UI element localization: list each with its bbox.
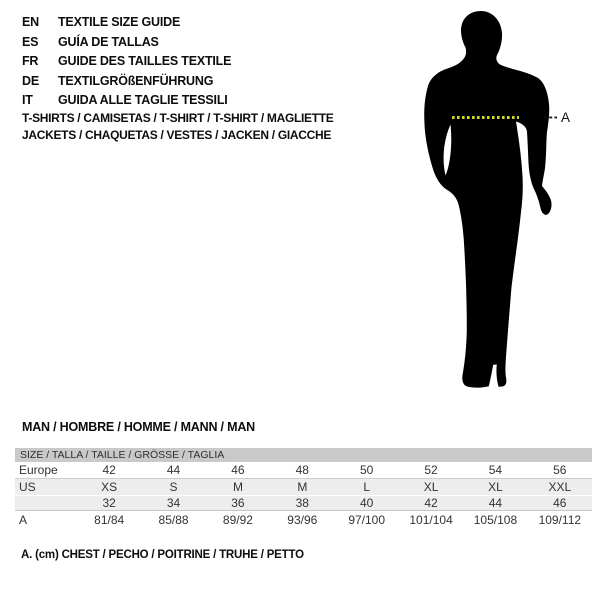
size-cell: XL xyxy=(488,480,503,494)
size-cell: XL xyxy=(423,480,439,494)
language-title: TEXTILE SIZE GUIDE xyxy=(58,15,181,29)
size-cell: 42 xyxy=(424,496,438,510)
language-code: DE xyxy=(22,73,39,88)
size-cell: 81/84 xyxy=(94,513,125,527)
size-cell: 46 xyxy=(553,496,567,510)
size-cell: 89/92 xyxy=(222,513,253,527)
man-silhouette-figure xyxy=(405,5,580,405)
size-table-rows xyxy=(15,462,592,529)
category-line: T-SHIRTS / CAMISETAS / T-SHIRT / T-SHIRT / MAGLIETTE xyxy=(22,111,334,125)
table-row xyxy=(15,462,592,479)
size-cell: 50 xyxy=(360,463,374,477)
size-cell: M xyxy=(232,480,243,494)
table-row xyxy=(15,479,592,496)
table-row xyxy=(15,511,592,529)
size-cell: 36 xyxy=(231,496,245,510)
row-label: Europe xyxy=(19,463,58,477)
size-cell: 38 xyxy=(295,496,309,510)
measure-label-a: A xyxy=(561,110,571,125)
row-label xyxy=(15,496,77,510)
size-table xyxy=(15,448,592,529)
category-list xyxy=(22,110,334,143)
size-cell: 85/88 xyxy=(158,513,189,527)
language-row xyxy=(22,52,231,72)
language-title-list xyxy=(22,13,231,111)
size-cell: 93/96 xyxy=(287,513,318,527)
size-cell: XS xyxy=(101,480,118,494)
size-cell: 48 xyxy=(295,463,309,477)
size-cell: 44 xyxy=(488,496,503,510)
size-cell: 52 xyxy=(424,463,438,477)
size-cell: M xyxy=(297,480,308,494)
size-cell: 109/112 xyxy=(538,513,582,527)
size-cell: 32 xyxy=(102,496,116,510)
measurement-legend: A. (cm) CHEST / PECHO / POITRINE / TRUHE / PETTO xyxy=(21,549,304,561)
language-code: IT xyxy=(22,93,33,107)
size-cell: XXL xyxy=(548,480,572,494)
language-row xyxy=(22,13,231,33)
size-cell: 44 xyxy=(166,463,181,477)
row-label: US xyxy=(19,480,36,494)
table-row xyxy=(15,496,592,511)
category-line: JACKETS / CHAQUETAS / VESTES / JACKEN / GIACCHE xyxy=(22,127,332,142)
size-cell: 101/104 xyxy=(409,513,453,527)
size-cell: 105/108 xyxy=(473,513,518,527)
language-code: ES xyxy=(22,34,39,49)
language-title: GUIDA ALLE TAGLIE TESSILI xyxy=(58,93,228,107)
size-cell: 42 xyxy=(102,463,116,477)
section-title: MAN / HOMBRE / HOMME / MANN / MAN xyxy=(22,420,255,434)
man-silhouette-body xyxy=(424,11,551,388)
language-code: EN xyxy=(22,15,39,29)
language-row xyxy=(22,33,231,53)
row-label: A xyxy=(19,513,28,527)
language-row xyxy=(22,72,231,92)
size-cell: 46 xyxy=(231,463,245,477)
language-title: TEXTILGRÖßENFÜHRUNG xyxy=(58,73,214,88)
size-cell: 54 xyxy=(488,463,503,477)
language-title: GUÍA DE TALLAS xyxy=(58,34,159,49)
man-silhouette-svg xyxy=(405,5,580,405)
size-table-header: SIZE / TALLA / TAILLE / GRÖSSE / TAGLIA xyxy=(15,448,592,462)
size-cell: 56 xyxy=(553,463,567,477)
language-title: GUIDE DES TAILLES TEXTILE xyxy=(58,54,232,68)
size-cell: 97/100 xyxy=(348,513,386,527)
language-code: FR xyxy=(22,54,39,68)
language-row xyxy=(22,91,231,111)
size-cell: S xyxy=(169,480,178,494)
size-cell: 34 xyxy=(166,496,181,510)
size-cell: L xyxy=(363,480,371,494)
size-cell: 40 xyxy=(360,496,374,510)
